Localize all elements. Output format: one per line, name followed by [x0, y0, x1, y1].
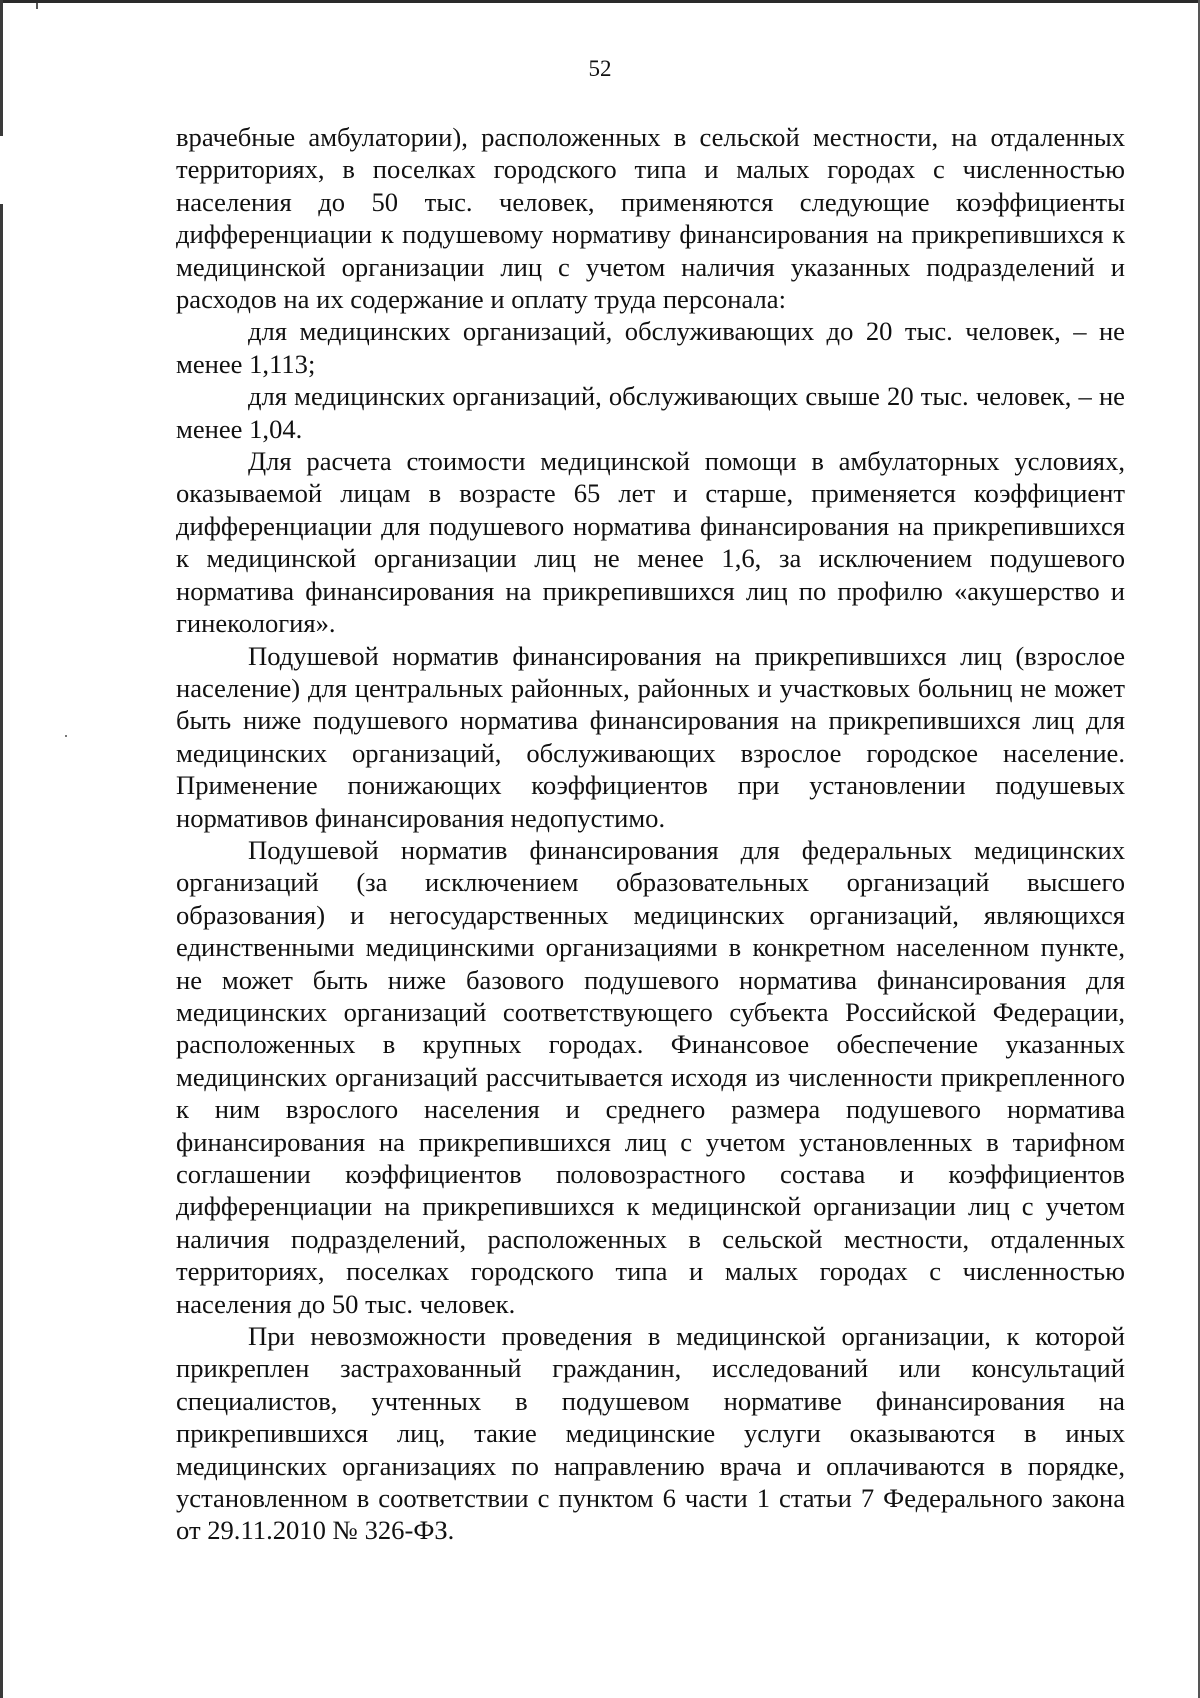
scan-top-tick: [36, 3, 38, 9]
scan-left-border: [0, 0, 3, 1698]
scan-speck: [65, 735, 67, 737]
paragraph-3: для медицинских организаций, обслуживающих свыше 20 тыс. человек, – не менее 1,04.: [176, 381, 1125, 444]
document-body: [176, 121, 1125, 1547]
paragraph-4: Для расчета стоимости медицинской помощи в амбулаторных условиях, оказываемой лицам в возрасте 65 лет и старше, применяется коэффициент дифференциации для подушевого норматива финансирования на прикрепившихся к медицинской организации лиц не менее 1,6, за исключением подушевого норматива финансирования на прикрепившихся лиц по профилю «акушерство и гинекология».: [176, 446, 1125, 639]
paragraph-1: врачебные амбулатории), расположенных в сельской местности, на отдаленных территориях, в поселках городского типа и малых городах с численностью населения до 50 тыс. человек, применяются следующие коэффициенты дифференциации к подушевому нормативу финансирования на прикрепившихся к медицинской организации лиц с учетом наличия указанных подразделений и расходов на их содержание и оплату труда персонала:: [176, 122, 1125, 315]
page-number: 52: [588, 56, 612, 81]
paragraph-5: Подушевой норматив финансирования на прикрепившихся лиц (взрослое население) для центральных районных, районных и участковых больниц не может быть ниже подушевого норматива финансирования на прикрепившихся лиц для медицинских организаций, обслуживающих взрослое городское население. Применение понижающих коэффициентов при установлении подушевых нормативов финансирования недопустимо.: [176, 640, 1125, 833]
paragraph-7: При невозможности проведения в медицинской организации, к которой прикреплен застрахованный гражданин, исследований или консультаций специалистов, учтенных в подушевом нормативе финансирования на прикрепившихся лиц, такие медицинские услуги оказываются в иных медицинских организациях по направлению врача и оплачиваются в порядке, установленном в соответствии с пунктом 6 части 1 статьи 7 Федерального закона от 29.11.2010 № 326-ФЗ.: [176, 1321, 1125, 1546]
scan-top-border: [0, 0, 1200, 3]
paragraph-2: для медицинских организаций, обслуживающих до 20 тыс. человек, – не менее 1,113;: [176, 316, 1125, 379]
paragraph-6: Подушевой норматив финансирования для федеральных медицинских организаций (за исключением образовательных организаций высшего образования) и негосударственных медицинских организаций, являющихся единственными медицинскими организациями в конкретном населенном пункте, не может быть ниже базового подушевого норматива финансирования для медицинских организаций соответствующего субъекта Российской Федерации, расположенных в крупных городах. Финансовое обеспечение указанных медицинских организаций рассчитывается исходя из численности прикрепленного к ним взрослого населения и среднего размера подушевого норматива финансирования на прикрепившихся лиц с учетом установленных в тарифном соглашении коэффициентов половозрастного состава и коэффициентов дифференциации на прикрепившихся к медицинской организации лиц с учетом наличия подразделений, расположенных в сельской местности, отдаленных территориях, поселках городского типа и малых городах с численностью населения до 50 тыс. человек.: [176, 834, 1125, 1319]
